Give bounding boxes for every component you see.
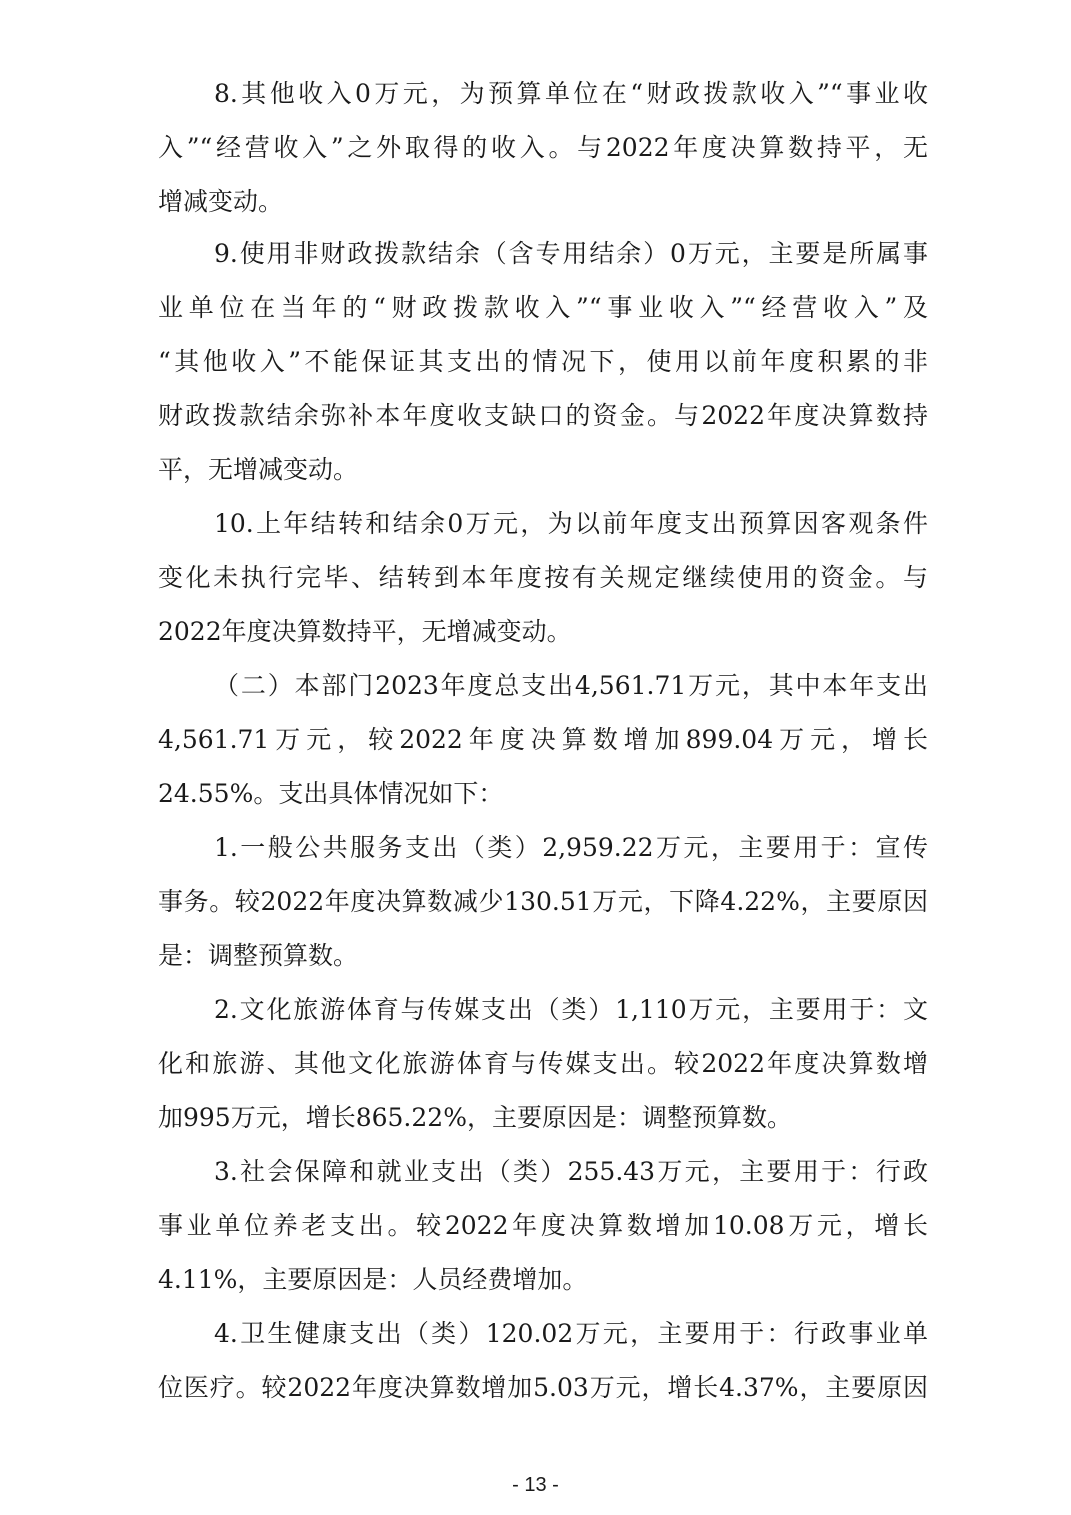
- text-line: 2022年度决算数持平，无增减变动。: [158, 617, 572, 646]
- text-line: 24.55%。支出具体情况如下：: [158, 779, 504, 808]
- text-line: 10.上年结转和结余0万元，为以前年度支出预算因客观条件: [214, 509, 928, 538]
- text-line: 1.一般公共服务支出（类）2,959.22万元，主要用于：宣传: [214, 833, 928, 862]
- paragraph-carryover: [158, 497, 928, 659]
- text-line: 加995万元，增长865.22%，主要原因是：调整预算数。: [158, 1103, 792, 1132]
- paragraph-public-service: [158, 821, 928, 983]
- paragraph-total-expenditure: [158, 659, 928, 821]
- text-line: 3.社会保障和就业支出（类）255.43万元，主要用于：行政: [214, 1157, 928, 1186]
- paragraph-culture-tourism: [158, 983, 928, 1145]
- paragraph-other-income: [158, 67, 928, 229]
- text-line: 事业单位养老支出。较2022年度决算数增加10.08万元，增长: [158, 1211, 928, 1240]
- text-line: 化和旅游、其他文化旅游体育与传媒支出。较2022年度决算数增: [158, 1049, 928, 1078]
- text-line: 事务。较2022年度决算数减少130.51万元，下降4.22%，主要原因: [158, 887, 928, 916]
- text-line: （二）本部门2023年度总支出4,561.71万元，其中本年支出: [214, 671, 928, 700]
- paragraph-health: [158, 1307, 928, 1415]
- text-line: 4.卫生健康支出（类）120.02万元，主要用于：行政事业单: [214, 1319, 928, 1348]
- text-line: 位医疗。较2022年度决算数增加5.03万元，增长4.37%，主要原因: [158, 1373, 928, 1402]
- paragraph-social-security: [158, 1145, 928, 1307]
- text-line: 增减变动。: [158, 187, 284, 216]
- text-line: “其他收入”不能保证其支出的情况下，使用以前年度积累的非: [158, 347, 928, 376]
- text-line: 入”“经营收入”之外取得的收入。与2022年度决算数持平，无: [158, 133, 928, 162]
- text-line: 变化未执行完毕、结转到本年度按有关规定继续使用的资金。与: [158, 563, 928, 592]
- text-line: 财政拨款结余弥补本年度收支缺口的资金。与2022年度决算数持: [158, 401, 928, 430]
- text-line: 9.使用非财政拨款结余（含专用结余）0万元，主要是所属事: [214, 239, 928, 268]
- text-line: 是：调整预算数。: [158, 941, 359, 970]
- page-number: - 13 -: [512, 1474, 559, 1496]
- text-line: 4,561.71万元，较2022年度决算数增加899.04万元，增长: [158, 725, 928, 754]
- text-line: 业单位在当年的“财政拨款收入”“事业收入”“经营收入”及: [158, 293, 928, 322]
- text-line: 4.11%，主要原因是：人员经费增加。: [158, 1265, 588, 1294]
- paragraph-non-fiscal-surplus: [158, 227, 928, 497]
- text-line: 平，无增减变动。: [158, 455, 359, 484]
- text-line: 8.其他收入0万元，为预算单位在“财政拨款收入”“事业收: [214, 79, 928, 108]
- text-line: 2.文化旅游体育与传媒支出（类）1,110万元，主要用于：文: [214, 995, 928, 1024]
